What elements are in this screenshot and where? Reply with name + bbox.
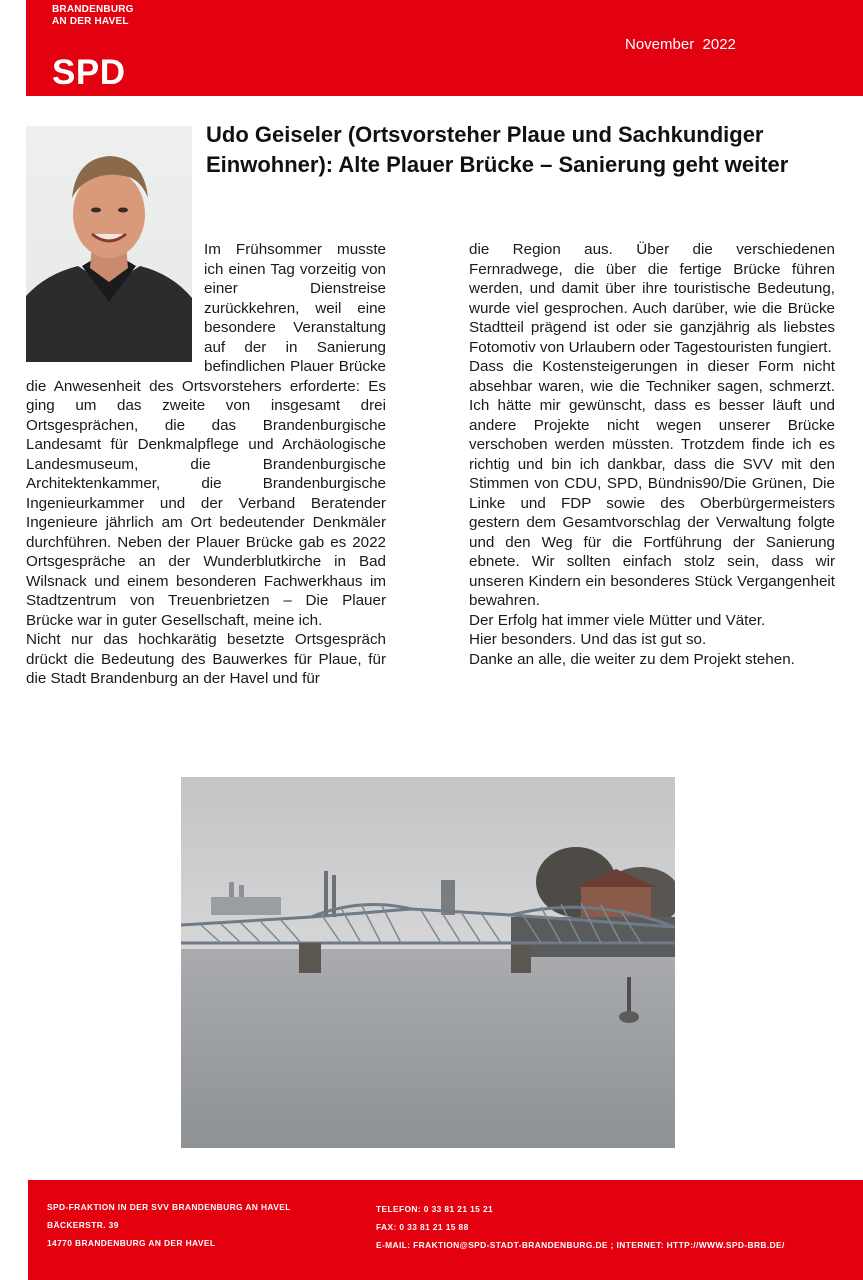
footer-street: BÄCKERSTR. 39 [47,1220,119,1230]
article-headline: Udo Geiseler (Ortsvorsteher Plaue und Sachkundiger Einwohner): Alte Plauer Brücke – Sanierung geht weiter [206,122,789,177]
issue-date: November 2022 [625,36,736,53]
bridge-photo [181,777,675,1148]
footer-email[interactable]: E-MAIL: FRAKTION@SPD-STADT-BRANDENBURG.DE ; INTERNET: HTTP://WWW.SPD-BRB.DE/ [376,1240,785,1250]
bridge-photo-image [181,777,675,1148]
footer-city: 14770 BRANDENBURG AN DER HAVEL [47,1238,216,1248]
article-column-right [469,240,835,669]
portrait-wrap-space [26,240,204,366]
paragraph: Der Erfolg hat immer viele Mütter und Väter. [469,611,766,629]
logo-wordmark: SPD [52,53,126,92]
logo-subtitle [52,4,134,28]
footer-org: SPD-FRAKTION IN DER SVV BRANDENBURG AN HAVEL [47,1202,291,1212]
paragraph: Danke an alle, die weiter zu dem Projekt stehen. [469,650,795,668]
footer-phone: TELEFON: 0 33 81 21 15 21 [376,1204,494,1214]
paragraph: Dass die Kostensteigerungen in dieser Form nicht absehbar waren, wie die Techniker sagen, schmerzt. Ich hätte mir gewünscht, dass es besser läuft und andere Projekte nicht wegen unserer Brücke verschoben werden müssten. Trotzdem finde ich es richtig und bin ich dankbar, dass die SVV mit den Stimmen von CDU, SPD, Bündnis90/Die Grünen, Die Linke und FDP sowie des Oberbürgermeisters gestern dem Gesamtvorschlag der Verwaltung folgte und den Weg für die Fortführung der Sanierung ebnete. Wir sollten einfach stolz sein, dass wir unseren Kindern ein besonderes Stück Vergangenheit bewahren. [469,358,835,609]
paragraph: die Region aus. Über die verschiedenen Fernradwege, die über die fertige Brücke führen werden, und damit über ihre touristische Bedeutung, wurde viel gesprochen. Auch darüber, wie die Brücke Stadtteil prägend ist oder sie ganzjährig als liebstes Fotomotiv von Urlaubern oder Tagestouristen fungiert. [469,241,835,356]
logo-subtitle-line1: BRANDENBURG [52,4,134,15]
paragraph: Hier besonders. Und das ist gut so. [469,631,707,648]
footer-fax: FAX: 0 33 81 21 15 88 [376,1222,469,1232]
paragraph: Im Frühsommer musste ich einen Tag vorzeitig von einer Dienstreise zurückkehren, weil eine besondere Veranstaltung auf der in Sanierung befindlichen Plauer Brücke die Anwesenheit des Ortsvorstehers erforderte: Es ging um das zweite von insgesamt drei Ortsgesprächen, die das Brandenburgische Landesamt für Denkmalpflege und Archäologische Landesmuseum, die Brandenburgische Architektenkammer, die Brandenburgische Ingenieurkammer und der Verband Beratender Ingenieure jährlich am Ort bedeutender Denkmäler durchführen. Neben der Plauer Brücke gab es 2022 Ortsgespräche an der Wunderblutkirche in Bad Wilsnack und einem besonderen Fachwerkhaus im Stadtzentrum von Treuenbrietzen – Die Plauer Brücke war in guter Gesellschaft, meine ich. [26,241,386,629]
spd-logo [48,0,156,94]
logo-subtitle-line2: AN DER HAVEL [52,16,129,27]
article-column-left [26,240,386,689]
paragraph: Nicht nur das hochkarätig besetzte Ortsgespräch drückt die Bedeutung des Bauwerkes für Plaue, für die Stadt Brandenburg an der Havel und für [26,631,386,687]
